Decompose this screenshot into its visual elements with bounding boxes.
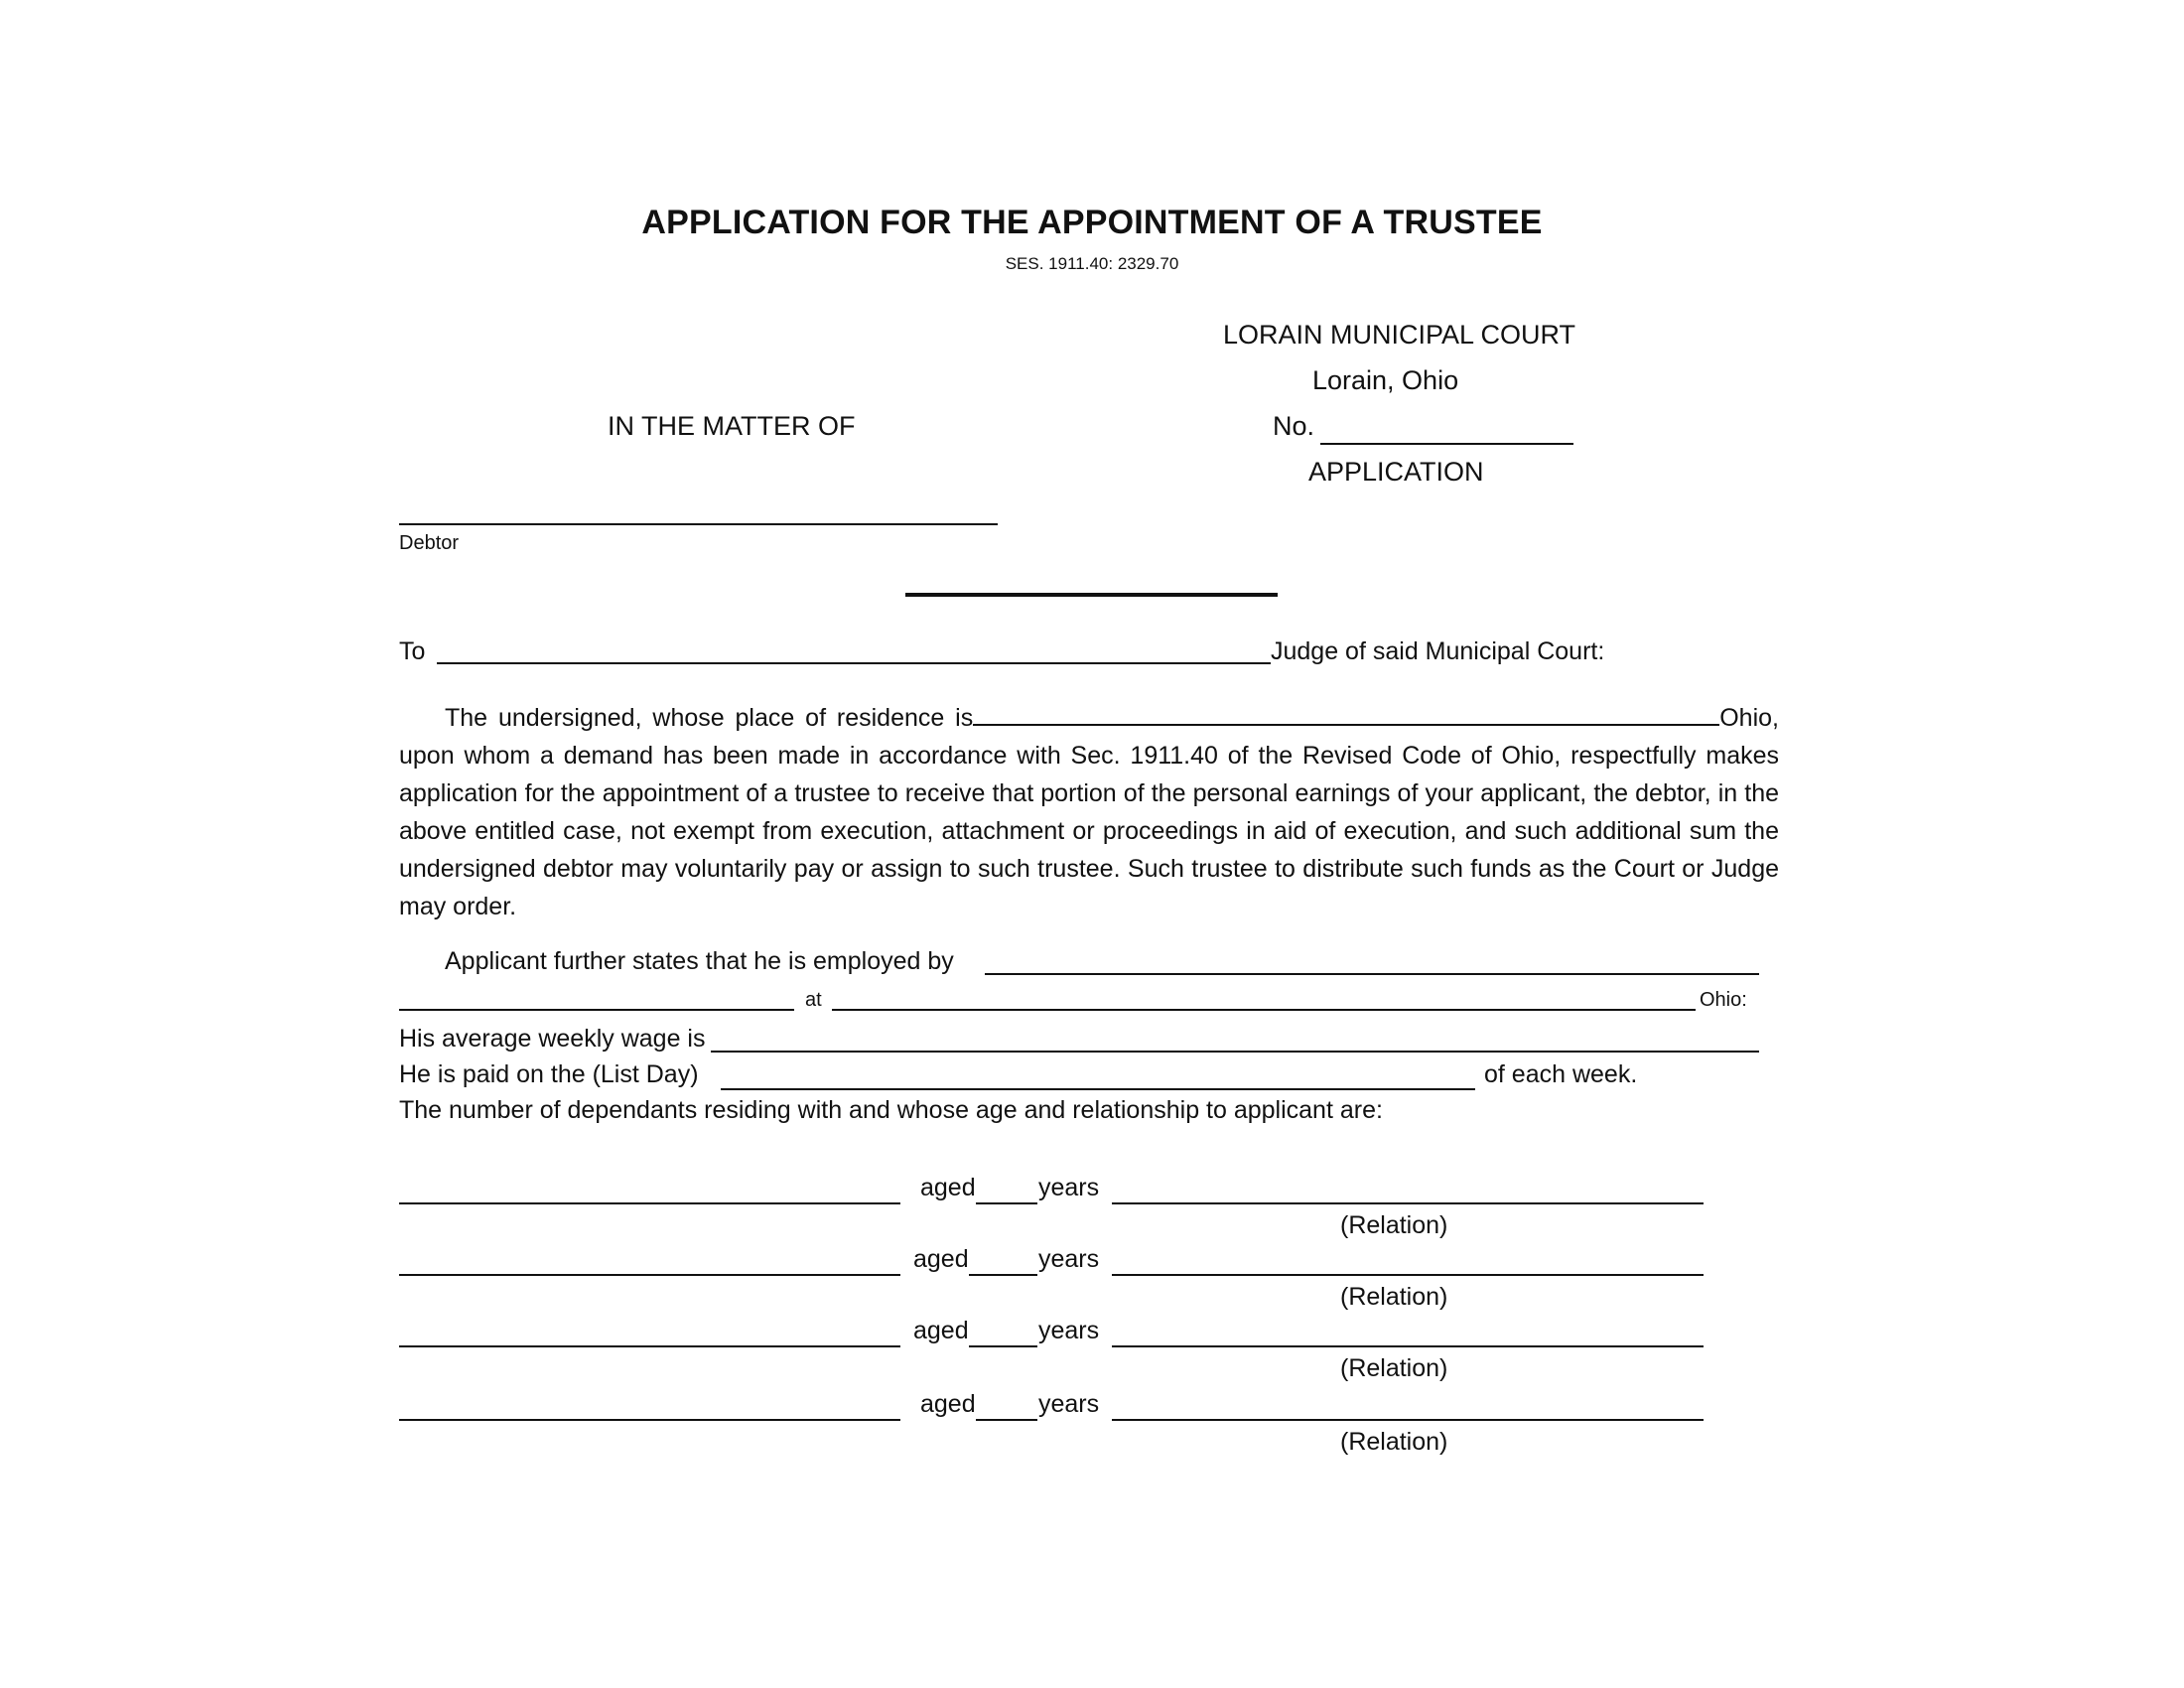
dependant-relation-field[interactable]: [1112, 1345, 1704, 1347]
case-number-field[interactable]: [1320, 443, 1573, 445]
relation-label: (Relation): [1340, 1428, 1448, 1456]
court-name: LORAIN MUNICIPAL COURT: [1223, 320, 1576, 350]
residence-tail: Ohio,: [1719, 704, 1779, 732]
each-week-label: of each week.: [1484, 1060, 1638, 1088]
years-label: years: [1038, 1245, 1100, 1273]
years-label: years: [1038, 1174, 1100, 1201]
years-label: years: [1038, 1390, 1100, 1418]
employer-field[interactable]: [985, 973, 1759, 975]
weekly-wage-label: His average weekly wage is: [399, 1025, 706, 1053]
relation-label: (Relation): [1340, 1354, 1448, 1382]
residence-lead: The undersigned, whose place of residence is: [445, 704, 974, 732]
at-label: at: [805, 989, 822, 1011]
dependant-name-field[interactable]: [399, 1202, 900, 1204]
paragraph-text: upon whom a demand has been made in accordance with Sec. 1911.40 of the Revised Code of Ohio, respectfully makes application for the appointment of a trustee to receive that portion of the personal earnings of your applicant, the debtor, in the above entitled case, not exempt from execution, attachment or proceedings in aid of execution, and such additional sum the undersigned debtor may voluntarily pay or assign to such trustee. Such trustee to distribute such funds as the Court or Judge may order.: [399, 742, 1779, 920]
aged-label: aged: [920, 1390, 976, 1418]
dependant-age-field[interactable]: [969, 1345, 1037, 1347]
court-city: Lorain, Ohio: [1312, 365, 1459, 395]
residence-field[interactable]: [973, 702, 1719, 726]
statute-reference: SES. 1911.40: 2329.70: [1005, 254, 1179, 273]
judge-name-field[interactable]: [437, 662, 1271, 664]
employed-by-label: Applicant further states that he is employed by: [445, 947, 954, 975]
dependant-age-field[interactable]: [976, 1419, 1037, 1421]
ohio-label: Ohio:: [1700, 989, 1747, 1011]
dependant-name-field[interactable]: [399, 1419, 900, 1421]
employer-city-field[interactable]: [832, 1009, 1696, 1011]
form-title: APPLICATION FOR THE APPOINTMENT OF A TRUSTEE: [641, 204, 1543, 241]
case-number-label: No.: [1273, 411, 1315, 441]
debtor-label: Debtor: [399, 532, 460, 554]
matter-heading: IN THE MATTER OF: [608, 411, 856, 441]
aged-label: aged: [913, 1245, 969, 1273]
judge-label: Judge of said Municipal Court:: [1271, 637, 1605, 665]
document-type: APPLICATION: [1308, 457, 1484, 487]
relation-label: (Relation): [1340, 1283, 1448, 1311]
paid-on-label: He is paid on the (List Day): [399, 1060, 699, 1088]
aged-label: aged: [913, 1317, 969, 1344]
dependant-name-field[interactable]: [399, 1274, 900, 1276]
separator-rule: [905, 593, 1278, 597]
pay-day-field[interactable]: [721, 1088, 1475, 1090]
dependant-name-field[interactable]: [399, 1345, 900, 1347]
employer-address-field[interactable]: [399, 1009, 794, 1011]
to-label: To: [399, 637, 426, 665]
dependants-label: The number of dependants residing with and whose age and relationship to applicant are:: [399, 1096, 1383, 1124]
dependant-age-field[interactable]: [969, 1274, 1037, 1276]
dependant-relation-field[interactable]: [1112, 1202, 1704, 1204]
aged-label: aged: [920, 1174, 976, 1201]
dependant-relation-field[interactable]: [1112, 1419, 1704, 1421]
weekly-wage-field[interactable]: [711, 1051, 1759, 1053]
dependant-relation-field[interactable]: [1112, 1274, 1704, 1276]
relation-label: (Relation): [1340, 1211, 1448, 1239]
debtor-name-field[interactable]: [399, 523, 998, 525]
dependant-age-field[interactable]: [976, 1202, 1037, 1204]
years-label: years: [1038, 1317, 1100, 1344]
application-paragraph: [399, 699, 1779, 925]
